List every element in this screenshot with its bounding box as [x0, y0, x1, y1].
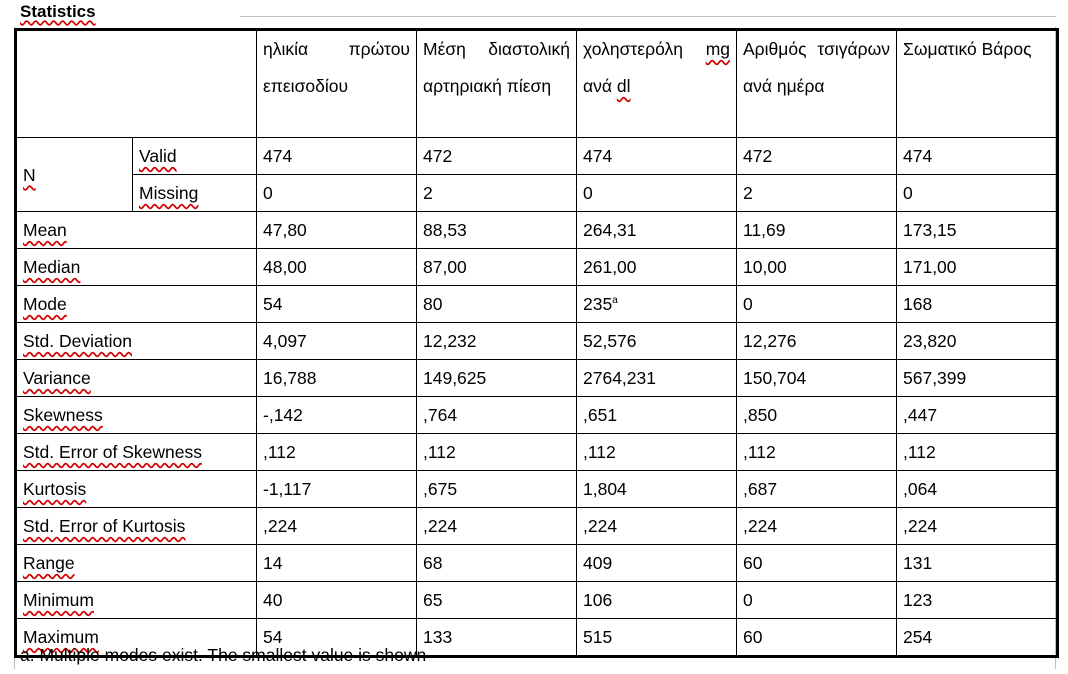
cell: 0: [897, 175, 1058, 212]
cell: ,850: [737, 397, 897, 434]
table-row: [16, 286, 1058, 323]
cell: 133: [417, 619, 577, 657]
cell: ,224: [577, 508, 737, 545]
cell: 171,00: [897, 249, 1058, 286]
cell: ,112: [897, 434, 1058, 471]
cell: 60: [737, 619, 897, 657]
unit-dl: dl: [616, 76, 631, 96]
table-row: [16, 545, 1058, 582]
cell: ,224: [417, 508, 577, 545]
cell: 11,69: [737, 212, 897, 249]
cell: ,064: [897, 471, 1058, 508]
cell: 0: [737, 582, 897, 619]
header-row: [16, 30, 1058, 138]
cell: ,112: [737, 434, 897, 471]
cell: 0: [257, 175, 417, 212]
row-label: Maximum: [16, 619, 257, 657]
cell: 131: [897, 545, 1058, 582]
cell: 149,625: [417, 360, 577, 397]
cell: ,651: [577, 397, 737, 434]
cell: 261,00: [577, 249, 737, 286]
cell: 52,576: [577, 323, 737, 360]
cell: ,764: [417, 397, 577, 434]
cell: 1,804: [577, 471, 737, 508]
cell: 65: [417, 582, 577, 619]
cell: 168: [897, 286, 1058, 323]
cell: 14: [257, 545, 417, 582]
header-cell-diastolic: Μέση διαστολική αρτηριακή πίεση: [417, 30, 577, 138]
cell: 0: [577, 175, 737, 212]
cell: 106: [577, 582, 737, 619]
table-row: [16, 434, 1058, 471]
cell: 173,15: [897, 212, 1058, 249]
cell: ,224: [257, 508, 417, 545]
cell: 16,788: [257, 360, 417, 397]
header-cell-cigarettes: Αριθμός τσιγάρων ανά ημέρα: [737, 30, 897, 138]
cell: ,675: [417, 471, 577, 508]
cell: 0: [737, 286, 897, 323]
row-label: Std. Error of Kurtosis: [16, 508, 257, 545]
table-row: [16, 471, 1058, 508]
cell: 23,820: [897, 323, 1058, 360]
header-corner-cell: [16, 30, 257, 138]
row-label: Median: [16, 249, 257, 286]
row-label: Mean: [16, 212, 257, 249]
row-label: Kurtosis: [16, 471, 257, 508]
table-row-n-valid: [16, 138, 1058, 175]
header-cell-cholesterol: χοληστερόλη mg ανά dl: [577, 30, 737, 138]
cell: 40: [257, 582, 417, 619]
cell: ,112: [257, 434, 417, 471]
cell: 235$^a$: [577, 286, 737, 323]
cell: 87,00: [417, 249, 577, 286]
unit-mg: mg: [705, 39, 730, 59]
cell: 54: [257, 619, 417, 657]
cell: 2: [737, 175, 897, 212]
row-label: Skewness: [16, 397, 257, 434]
cell: ,687: [737, 471, 897, 508]
cell: -,142: [257, 397, 417, 434]
cell: 515: [577, 619, 737, 657]
cell: 474: [257, 138, 417, 175]
cell: -1,117: [257, 471, 417, 508]
cell: 567,399: [897, 360, 1058, 397]
table-row: [16, 212, 1058, 249]
cell: 68: [417, 545, 577, 582]
cell: ,112: [577, 434, 737, 471]
row-label-valid: Valid: [133, 138, 257, 175]
frame-top-line: [240, 16, 1056, 17]
cell: ,447: [897, 397, 1058, 434]
row-label-missing: Missing: [133, 175, 257, 212]
footnote: a. Multiple modes exist. The smallest value is shown: [20, 645, 427, 665]
row-label: Minimum: [16, 582, 257, 619]
table-row: [16, 397, 1058, 434]
cell: 123: [897, 582, 1058, 619]
cell: ,224: [897, 508, 1058, 545]
cell: 12,276: [737, 323, 897, 360]
row-label: Variance: [16, 360, 257, 397]
statistics-table: [14, 28, 1059, 658]
row-label: Mode: [16, 286, 257, 323]
header-cell-age: ηλικία πρώτου επεισοδίου: [257, 30, 417, 138]
row-label: Std. Deviation: [16, 323, 257, 360]
table-row: [16, 508, 1058, 545]
cell: 4,097: [257, 323, 417, 360]
table-row-n-missing: [16, 175, 1058, 212]
cell: 150,704: [737, 360, 897, 397]
cell: 254: [897, 619, 1058, 657]
table-row: [16, 360, 1058, 397]
cell: 54: [257, 286, 417, 323]
table-title: Statistics: [20, 2, 96, 21]
cell: 472: [737, 138, 897, 175]
cell: 409: [577, 545, 737, 582]
cell: 12,232: [417, 323, 577, 360]
cell: 48,00: [257, 249, 417, 286]
cell: 2: [417, 175, 577, 212]
cell: 264,31: [577, 212, 737, 249]
cell: 472: [417, 138, 577, 175]
cell: 47,80: [257, 212, 417, 249]
cell: ,112: [417, 434, 577, 471]
cell: 88,53: [417, 212, 577, 249]
cell: 2764,231: [577, 360, 737, 397]
cell: 10,00: [737, 249, 897, 286]
cell: 80: [417, 286, 577, 323]
row-label: Range: [16, 545, 257, 582]
row-group-label-n: N: [16, 138, 133, 212]
row-label: Std. Error of Skewness: [16, 434, 257, 471]
cell: 474: [897, 138, 1058, 175]
header-cell-weight: Σωματικό Βάρος: [897, 30, 1058, 138]
table-row: [16, 249, 1058, 286]
table-row: [16, 582, 1058, 619]
table-row: [16, 323, 1058, 360]
cell: ,224: [737, 508, 897, 545]
cell: 474: [577, 138, 737, 175]
mode-footnote-marker: a: [612, 295, 618, 307]
cell: 60: [737, 545, 897, 582]
